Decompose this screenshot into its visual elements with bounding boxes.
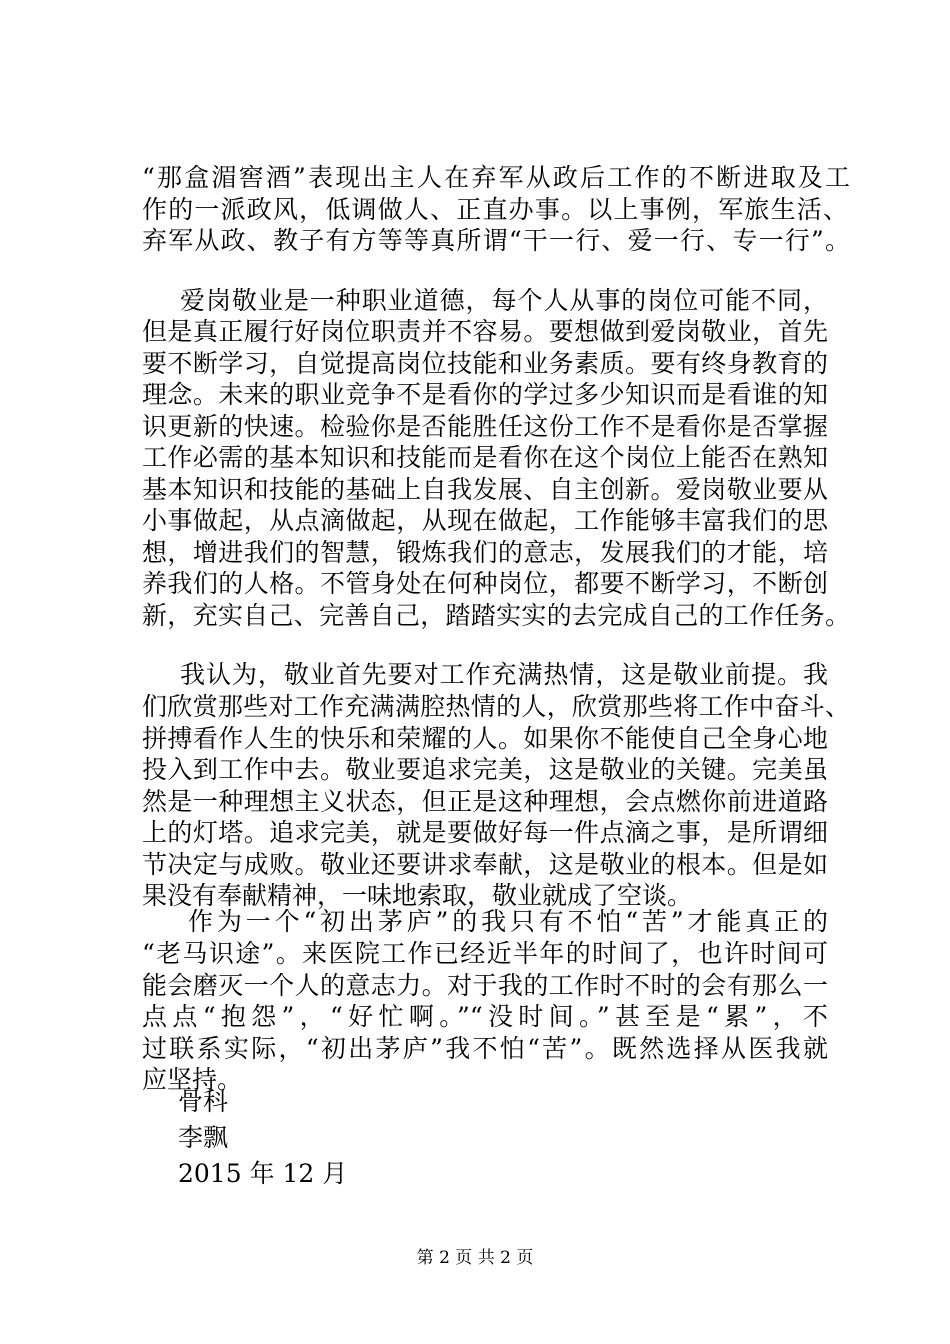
paragraph-line: 果没有奉献精神，一味地索取，敬业就成了空谈。 <box>142 881 693 910</box>
paragraph-line: 能会磨灭一个人的意志力。对于我的工作时不时的会有那么一 <box>142 971 828 1000</box>
paragraph-line: 弃军从政、教子有方等等真所谓“干一行、爱一行、专一行”。 <box>142 226 850 255</box>
paragraph-line: 拼搏看作人生的快乐和荣耀的人。如果你不能使自己全身心地 <box>142 724 828 753</box>
paragraph-line: 识更新的快速。检验你是否能胜任这份工作不是看你是否掌握 <box>142 412 828 441</box>
paragraph-line: 工作必需的基本知识和技能而是看你在这个岗位上能否在熟知 <box>142 443 828 472</box>
paragraph-line: 作为一个“初出茅庐”的我只有不怕“苦”才能真正的 <box>188 907 828 936</box>
paragraph-line: 小事做起，从点滴做起，从现在做起，工作能够丰富我们的思 <box>142 506 828 535</box>
page-footer: 第 2 页 共 2 页 <box>416 1248 534 1268</box>
paragraph-line: 但是真正履行好岗位职责并不容易。要想做到爱岗敬业，首先 <box>142 317 828 346</box>
paragraph-line: 节决定与成败。敬业还要讲求奉献，这是敬业的根本。但是如 <box>142 850 828 879</box>
paragraph-line: “老马识途”。来医院工作已经近半年的时间了，也许时间可 <box>142 939 828 968</box>
paragraph-line: 应坚持。 <box>142 1065 243 1094</box>
paragraph-line: 我认为，敬业首先要对工作充满热情，这是敬业前提。我 <box>180 660 828 689</box>
paragraph-line: 要不断学习，自觉提高岗位技能和业务素质。要有终身教育的 <box>142 349 828 378</box>
paragraph-line: “那盒湄窖酒”表现出主人在弃军从政后工作的不断进取及工 <box>142 163 850 192</box>
paragraph-line: 想，增进我们的智慧，锻炼我们的意志，发展我们的才能，培 <box>142 538 828 567</box>
paragraph-line: 爱岗敬业是一种职业道德，每个人从事的岗位可能不同， <box>180 286 828 315</box>
paragraph-line: 投入到工作中去。敬业要追求完美，这是敬业的关键。完美虽 <box>142 755 828 784</box>
paragraph-line: 作的一派政风，低调做人、正直办事。以上事例，军旅生活、 <box>142 195 848 224</box>
paragraph-line: 们欣赏那些对工作充满满腔热情的人，欣赏那些将工作中奋斗、 <box>142 692 850 721</box>
paragraph-line: 新，充实自己、完善自己，踏踏实实的去完成自己的工作任务。 <box>142 601 850 630</box>
paragraph-line: 养我们的人格。不管身处在何种岗位，都要不断学习，不断创 <box>142 569 828 598</box>
author-name: 李飘 <box>178 1123 229 1152</box>
department-signature: 骨科 <box>178 1087 229 1116</box>
paragraph-line: 理念。未来的职业竞争不是看你的学过多少知识而是看谁的知 <box>142 380 828 409</box>
paragraph-line: 上的灯塔。追求完美，就是要做好每一件点滴之事，是所谓细 <box>142 818 828 847</box>
paragraph-line: 然是一种理想主义状态，但正是这种理想，会点燃你前进道路 <box>142 787 828 816</box>
paragraph-line: 点点“抱怨”，“好忙啊。”“没时间。”甚至是“累”，不 <box>142 1002 828 1031</box>
paragraph-line: 过联系实际，“初出茅庐”我不怕“苦”。既然选择从医我就 <box>142 1034 828 1063</box>
paragraph-line: 基本知识和技能的基础上自我发展、自主创新。爱岗敬业要从 <box>142 475 828 504</box>
signature-date: 2015 年 12 月 <box>178 1159 348 1188</box>
